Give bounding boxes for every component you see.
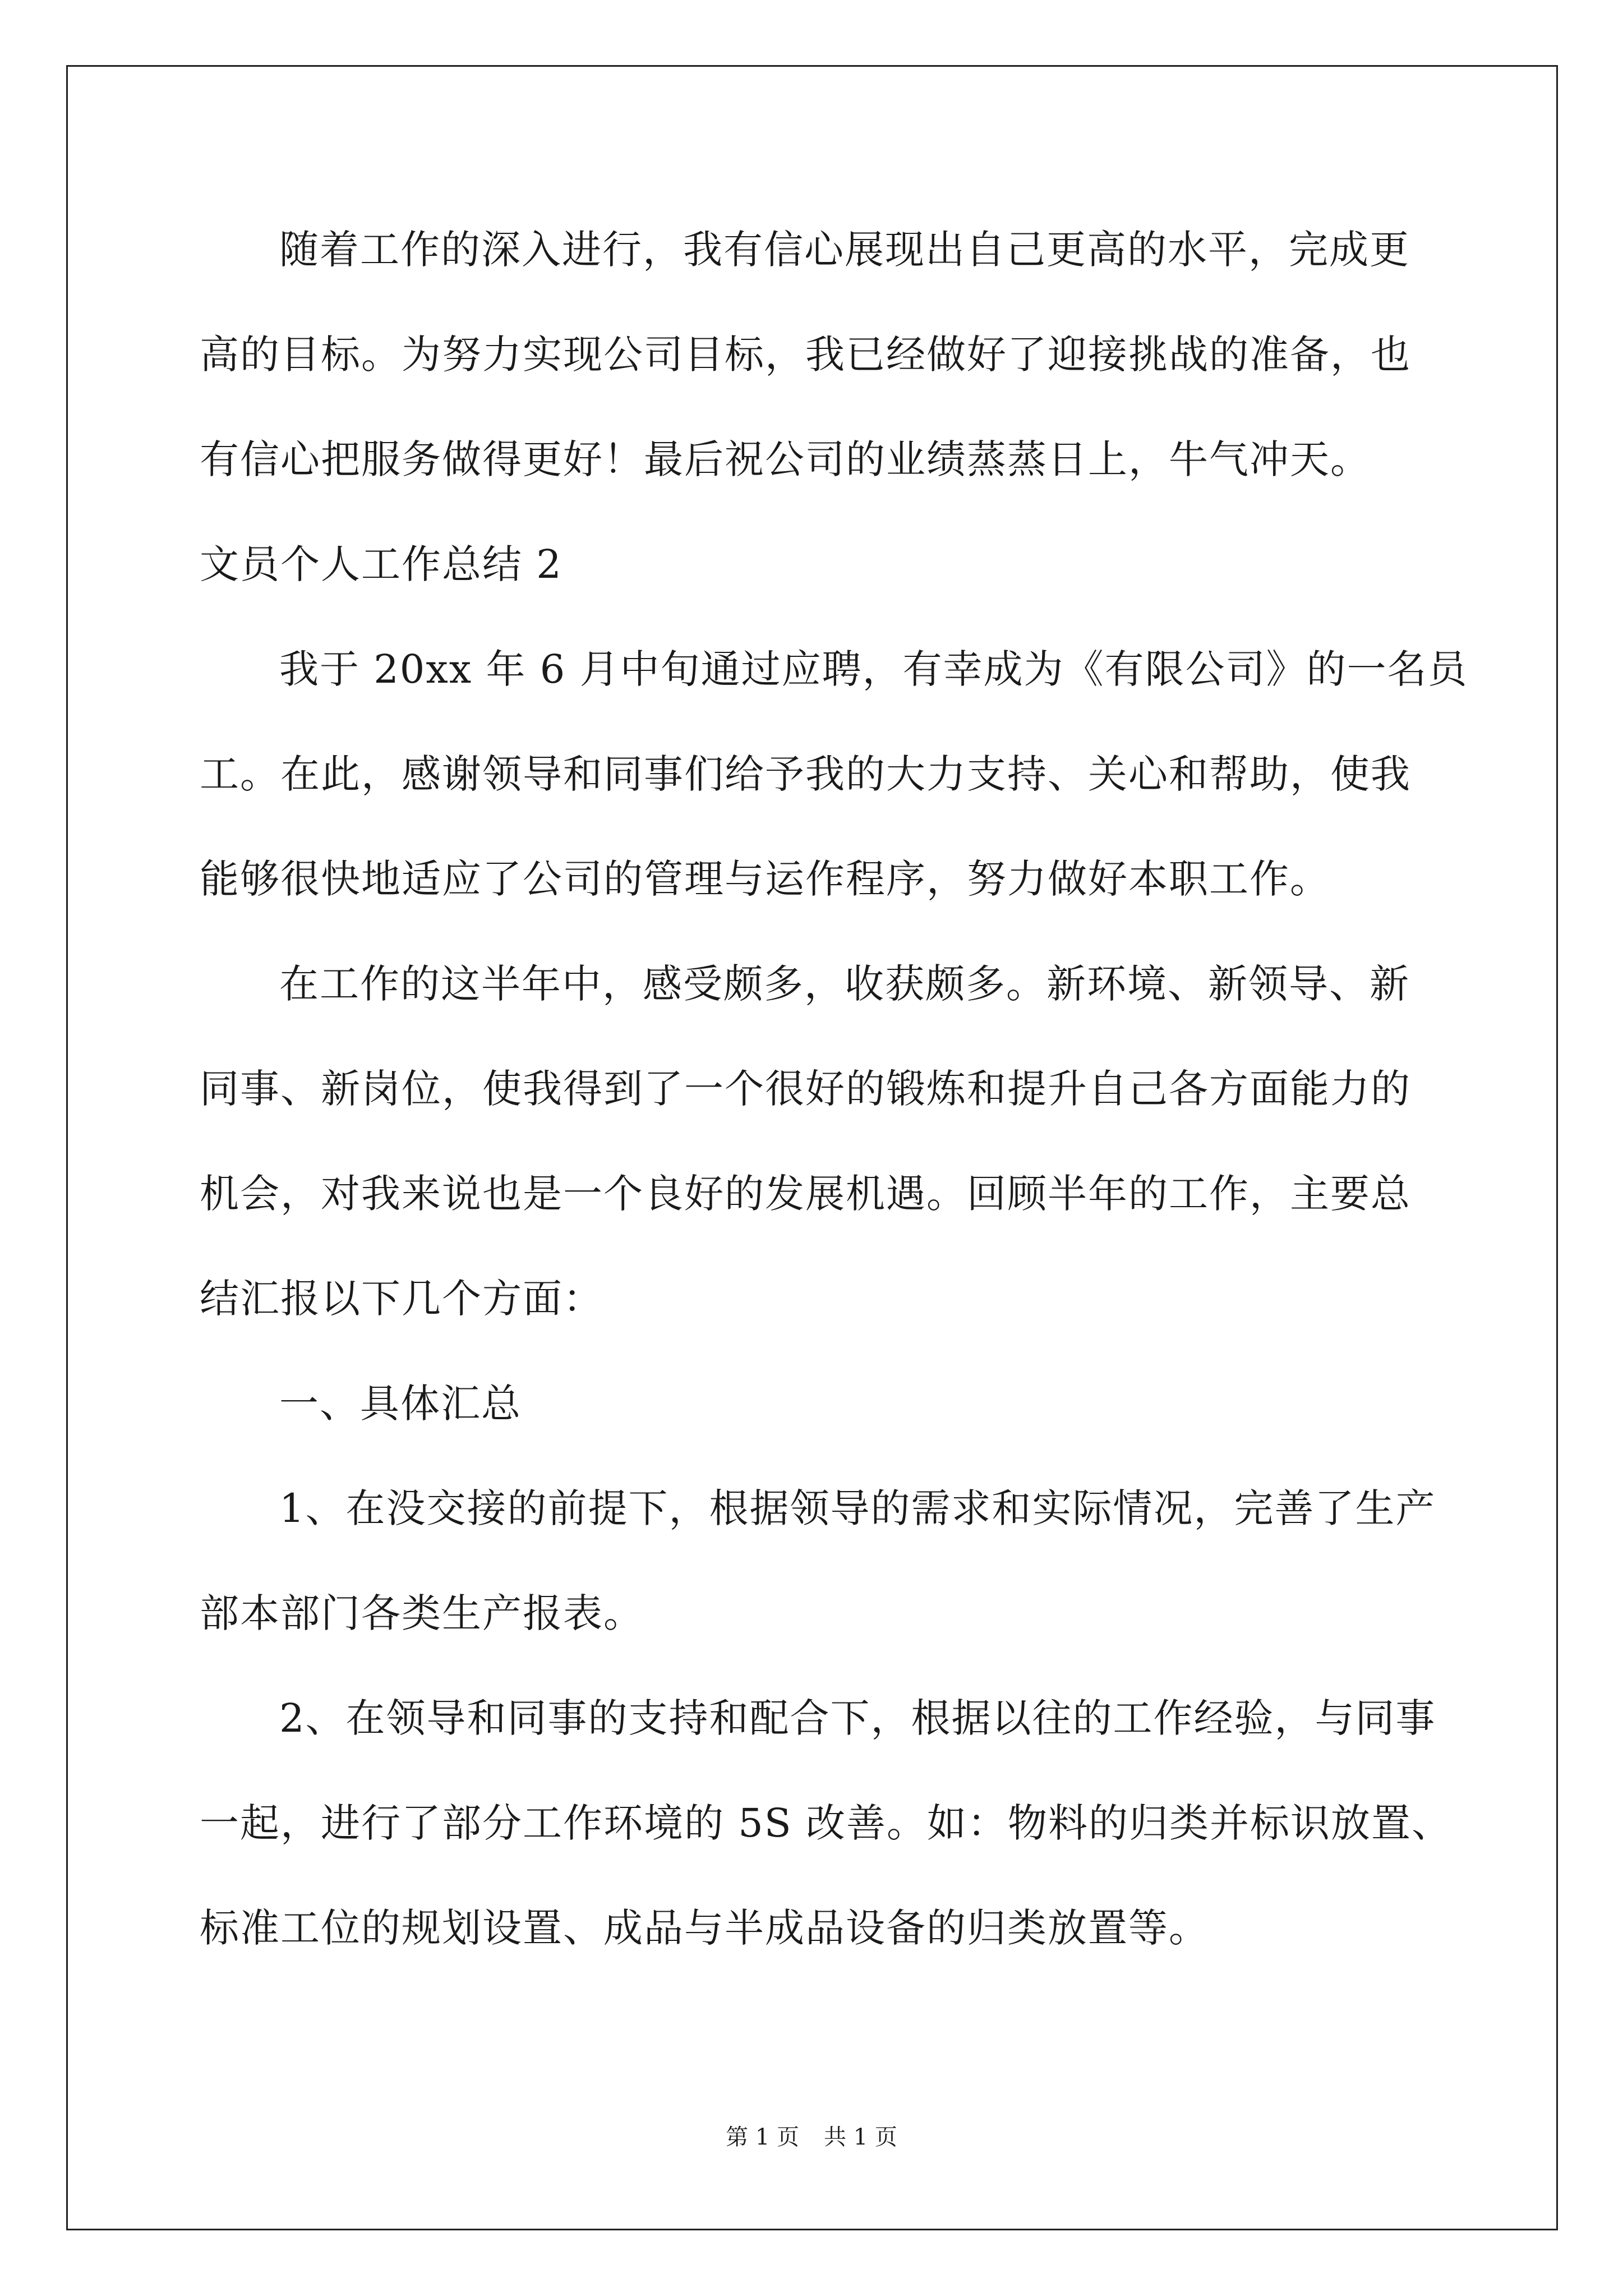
document-body (200, 216, 1468, 1999)
text-line: 能够很快地适应了公司的管理与运作程序，努力做好本职工作。 (200, 856, 1330, 902)
text-line: 有信心把服务做得更好！最后祝公司的业绩蒸蒸日上，牛气冲天。 (200, 436, 1371, 482)
text-line: 随着工作的深入进行，我有信心展现出自己更高的水平，完成更 (279, 227, 1410, 273)
page-total: 共 1 页 (824, 2124, 897, 2150)
text-line: 部本部门各类生产报表。 (200, 1590, 644, 1636)
subsection-heading: 一、具体汇总 (279, 1381, 522, 1427)
text-line: 高的目标。为努力实现公司目标，我已经做好了迎接挑战的准备，也 (200, 332, 1411, 378)
text-line: 1、在没交接的前提下，根据领导的需求和实际情况，完善了生产 (279, 1485, 1436, 1531)
text-line: 机会，对我来说也是一个良好的发展机遇。回顾半年的工作，主要总 (200, 1171, 1411, 1217)
text-line: 2、在领导和同事的支持和配合下，根据以往的工作经验，与同事 (279, 1695, 1436, 1741)
text-line: 同事、新岗位，使我得到了一个很好的锻炼和提升自己各方面能力的 (200, 1066, 1411, 1112)
section-heading: 文员个人工作总结 2 (200, 541, 562, 587)
text-line: 在工作的这半年中，感受颇多，收获颇多。新环境、新领导、新 (279, 961, 1410, 1007)
page-footer (0, 2123, 1623, 2151)
text-line: 一起，进行了部分工作环境的 5S 改善。如：物料的归类并标识放置、 (200, 1800, 1452, 1846)
text-line: 工。在此，感谢领导和同事们给予我的大力支持、关心和帮助，使我 (200, 751, 1411, 797)
text-line: 我于 20xx 年 6 月中旬通过应聘，有幸成为《有限公司》的一名员 (279, 646, 1468, 692)
text-line: 结汇报以下几个方面： (200, 1276, 603, 1322)
text-line: 标准工位的规划设置、成品与半成品设备的归类放置等。 (200, 1905, 1209, 1951)
page-number: 第 1 页 (726, 2124, 799, 2150)
